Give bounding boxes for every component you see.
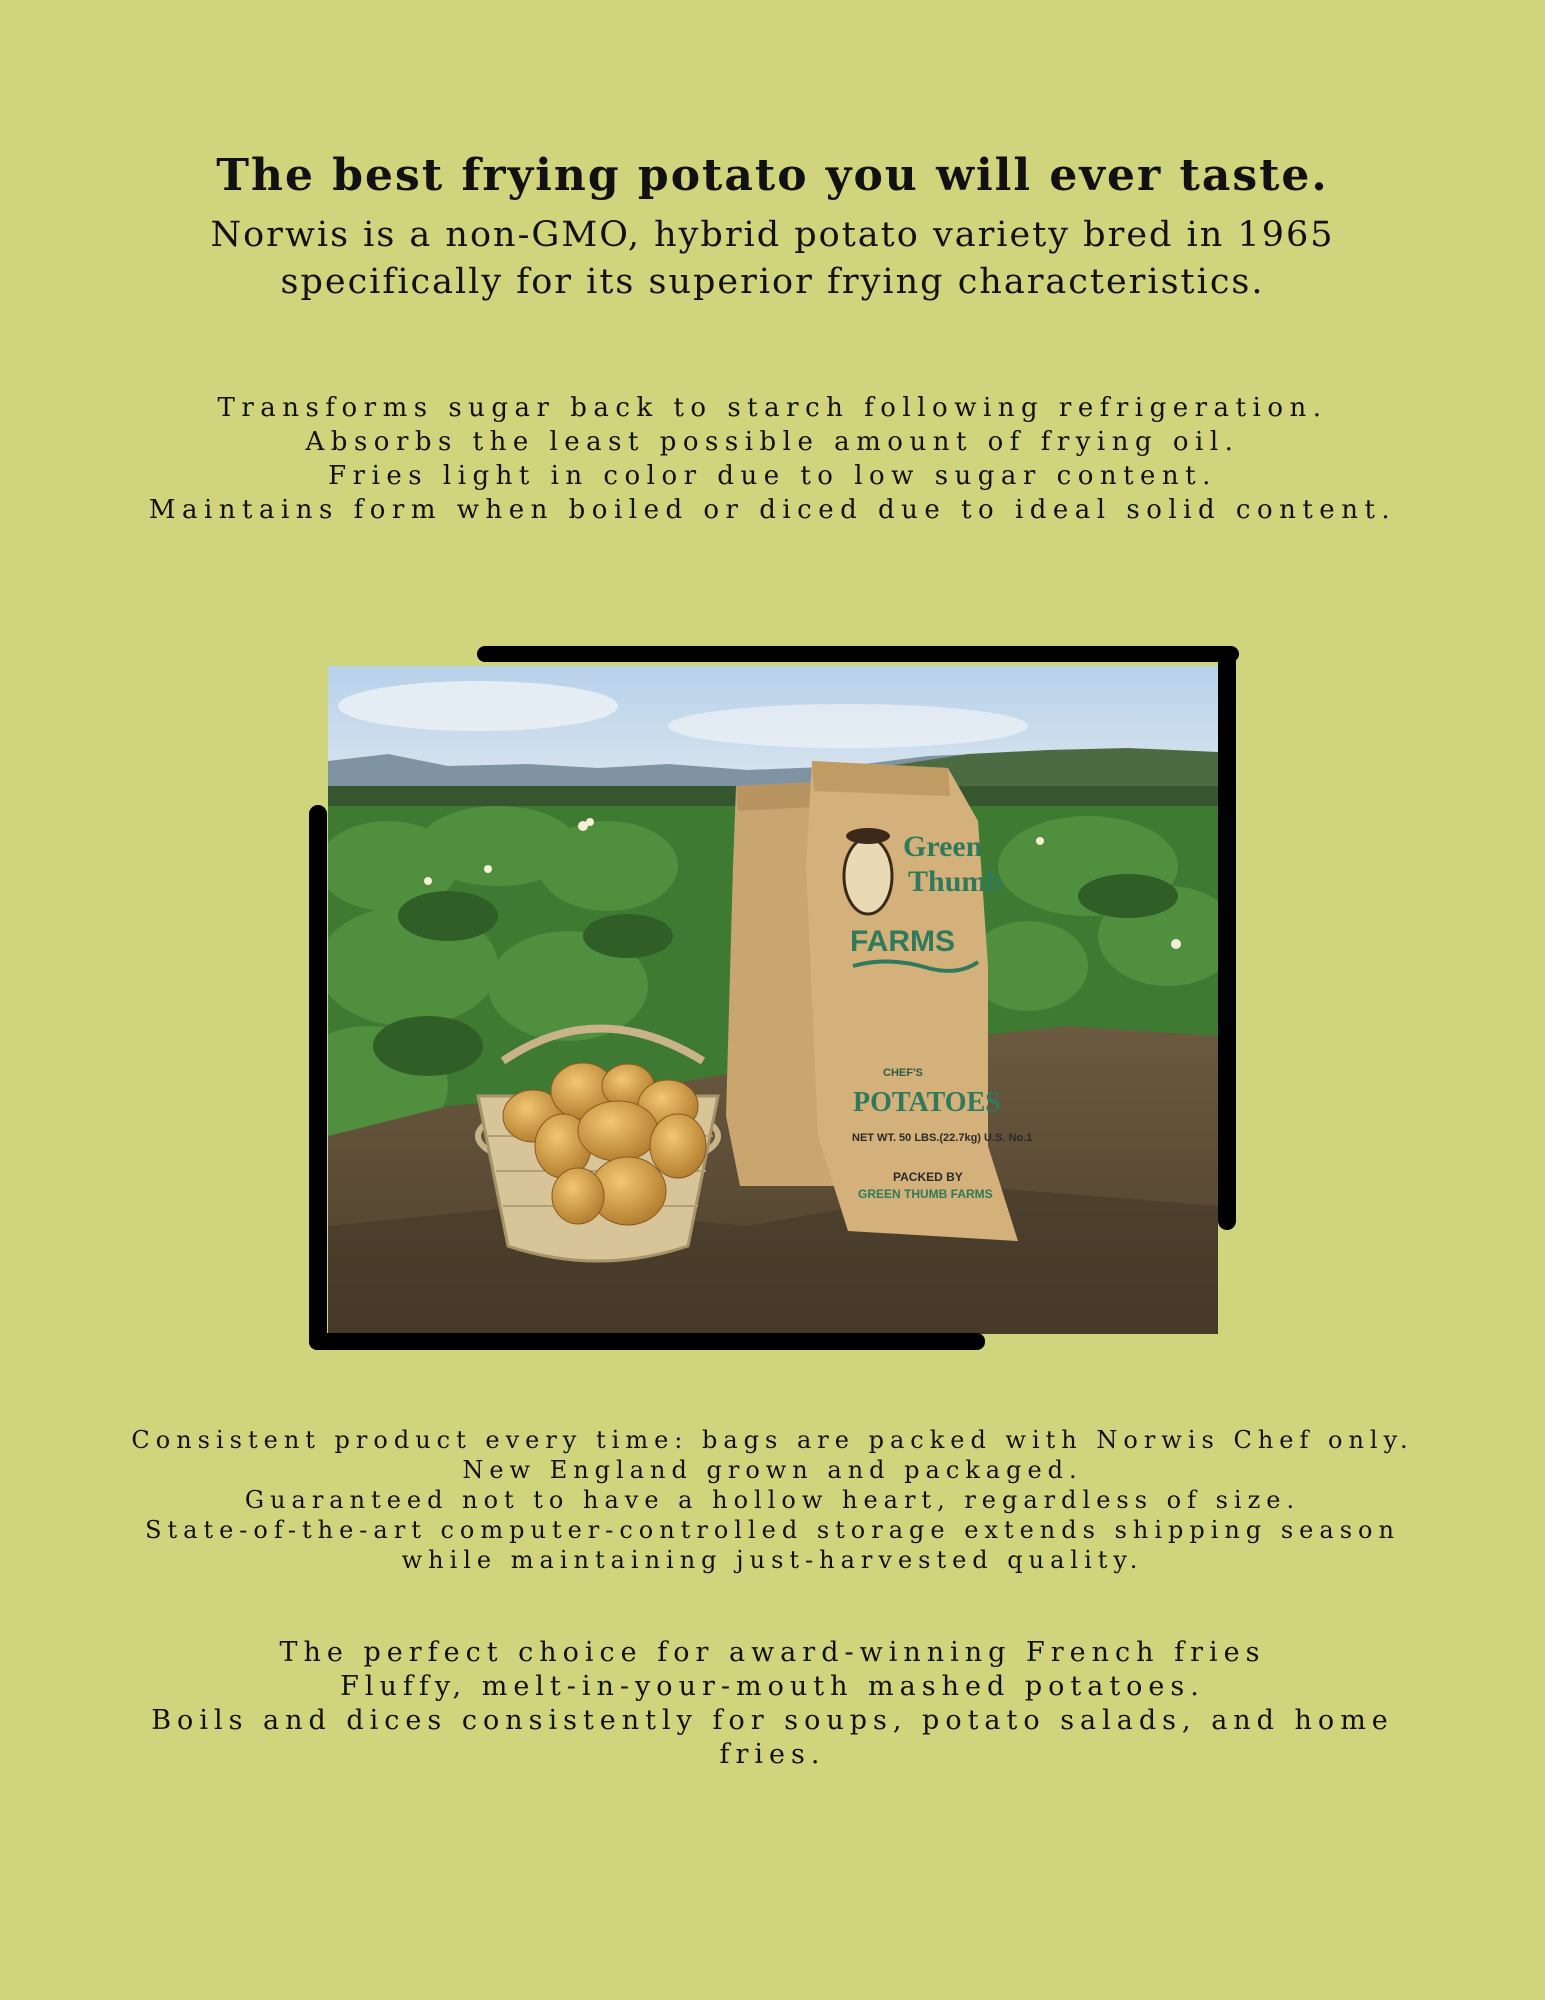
feature-item: Absorbs the least possible amount of frying oil. bbox=[305, 427, 1240, 457]
intro-text bbox=[0, 212, 1545, 306]
use-item: fries. bbox=[719, 1739, 826, 1770]
details-list bbox=[0, 1425, 1545, 1575]
headline: The best frying potato you will ever taste. bbox=[216, 150, 1329, 201]
bag-farms-text: FARMS bbox=[850, 925, 955, 958]
bag-product-text: POTATOES bbox=[853, 1087, 1001, 1118]
use-item: Boils and dices consistently for soups, potato salads, and home bbox=[151, 1705, 1394, 1736]
intro-line: Norwis is a non-GMO, hybrid potato variety bred in 1965 bbox=[210, 215, 1335, 255]
use-item: Fluffy, melt-in-your-mouth mashed potatoes. bbox=[340, 1671, 1205, 1702]
frame-left-bar bbox=[309, 805, 327, 1350]
bag-chefs-text: CHEF'S bbox=[883, 1067, 923, 1079]
use-item: The perfect choice for award-winning French fries bbox=[279, 1637, 1266, 1668]
potato-field-illustration bbox=[328, 666, 1218, 1334]
detail-item: Guaranteed not to have a hollow heart, regardless of size. bbox=[244, 1486, 1301, 1514]
detail-item: Consistent product every time: bags are packed with Norwis Chef only. bbox=[131, 1426, 1414, 1454]
bag-brand-green: Green bbox=[903, 830, 983, 863]
bag-weight-text: NET WT. 50 LBS.(22.7kg) U.S. No.1 bbox=[852, 1132, 1033, 1144]
bag-packer-text: GREEN THUMB FARMS bbox=[858, 1187, 993, 1201]
detail-item: while maintaining just-harvested quality. bbox=[401, 1546, 1144, 1574]
frame-bottom-bar bbox=[309, 1333, 985, 1350]
feature-item: Fries light in color due to low sugar content. bbox=[328, 461, 1217, 491]
feature-list bbox=[0, 391, 1545, 527]
detail-item: State-of-the-art computer-controlled storage extends shipping season bbox=[145, 1516, 1400, 1544]
feature-item: Maintains form when boiled or diced due to ideal solid content. bbox=[148, 495, 1397, 525]
frame-right-bar bbox=[1218, 646, 1236, 1230]
potato-field-photo bbox=[328, 666, 1218, 1334]
uses-list bbox=[0, 1636, 1545, 1772]
detail-item: New England grown and packaged. bbox=[462, 1456, 1083, 1484]
frame-top-bar bbox=[477, 646, 1239, 662]
intro-line: specifically for its superior frying characteristics. bbox=[280, 261, 1265, 302]
bag-packed-by-text: PACKED BY bbox=[893, 1170, 963, 1184]
feature-item: Transforms sugar back to starch following refrigeration. bbox=[217, 393, 1328, 423]
bag-brand-thumb: Thumb bbox=[908, 865, 1004, 898]
